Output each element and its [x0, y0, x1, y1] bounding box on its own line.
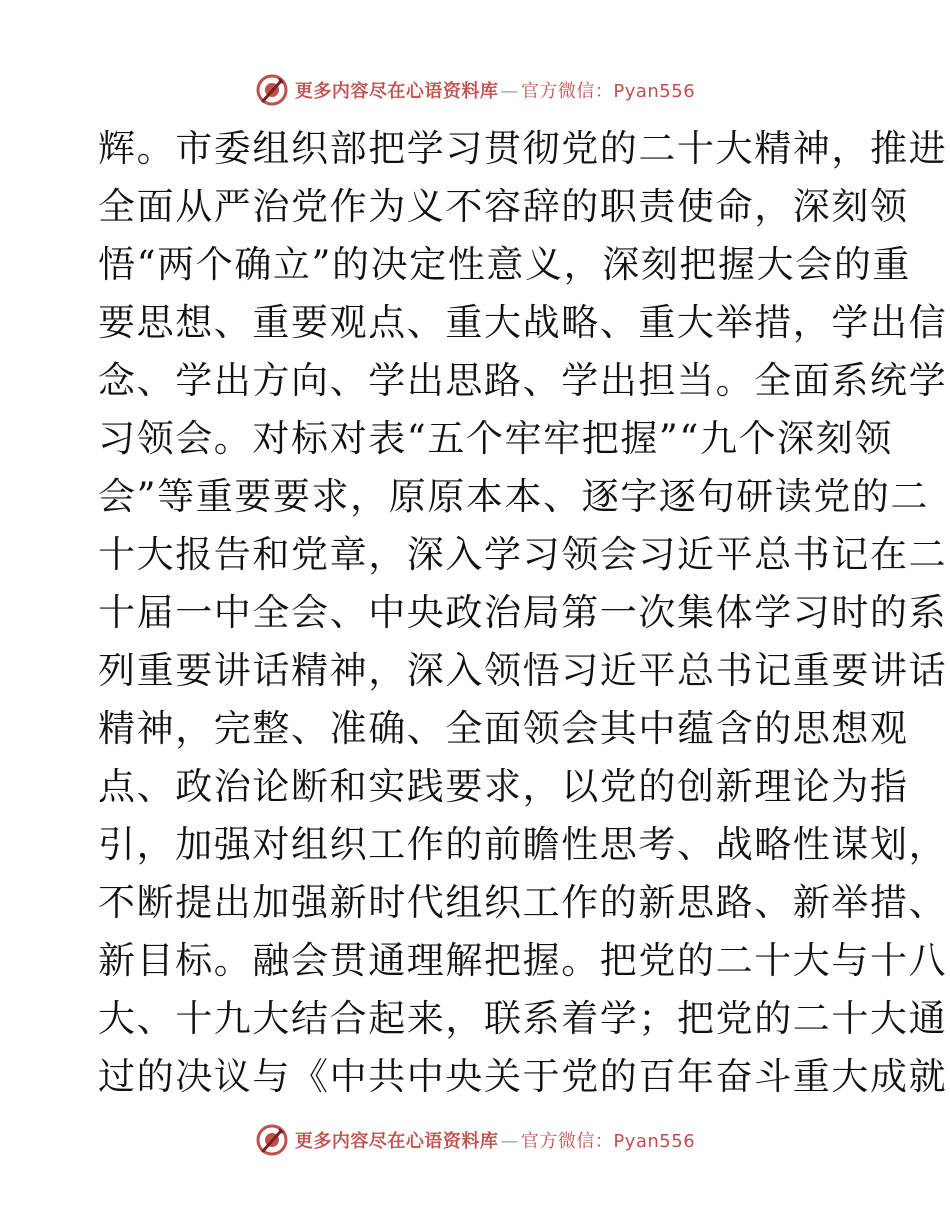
text-line: 要思想、重要观点、重大战略、重大举措，学出信 [98, 301, 948, 344]
text-line: 辉。市委组织部把学习贯彻党的二十大精神，推进 [98, 127, 948, 170]
document-body [98, 120, 948, 1106]
text-line: 悟“两个确立”的决定性意义，深刻把握大会的重 [98, 243, 912, 286]
text-line: 引，加强对组织工作的前瞻性思考、战略性谋划， [98, 823, 948, 866]
text-line: 点、政治论断和实践要求，以党的创新理论为指 [98, 765, 909, 808]
text-line: 会”等重要要求，原原本本、逐字逐句研读党的二 [98, 475, 930, 518]
watermark-separator: — [500, 81, 519, 102]
watermark-wechat: 官方微信：Pyan556 [520, 81, 696, 102]
text-line: 十届一中全会、中央政治局第一次集体学习时的系 [98, 591, 948, 634]
watermark-text [295, 77, 695, 103]
watermark-separator: — [500, 1131, 519, 1152]
watermark-text [295, 1127, 695, 1153]
header-watermark [0, 70, 950, 110]
pen-logo-icon [255, 1123, 289, 1157]
text-line: 全面从严治党作为义不容辞的职责使命，深刻领 [98, 185, 909, 228]
text-line: 大、十九大结合起来，联系着学；把党的二十大通 [98, 997, 948, 1040]
pen-logo-icon [255, 73, 289, 107]
text-line: 不断提出加强新时代组织工作的新思路、新举措、 [98, 881, 948, 924]
watermark-brand: 更多内容尽在心语资料库 [294, 81, 499, 102]
text-line: 过的决议与《中共中央关于党的百年奋斗重大成就 [98, 1055, 948, 1098]
text-line: 念、学出方向、学出思路、学出担当。全面系统学 [98, 359, 948, 402]
text-line: 精神，完整、准确、全面领会其中蕴含的思想观 [98, 707, 909, 750]
text-line: 十大报告和党章，深入学习领会习近平总书记在二 [98, 533, 948, 576]
text-line: 新目标。融会贯通理解把握。把党的二十大与十八 [98, 939, 948, 982]
text-line: 列重要讲话精神，深入领悟习近平总书记重要讲话 [98, 649, 948, 692]
watermark-brand: 更多内容尽在心语资料库 [294, 1131, 499, 1152]
footer-watermark [0, 1120, 950, 1160]
watermark-wechat: 官方微信：Pyan556 [520, 1131, 696, 1152]
text-line: 习领会。对标对表“五个牢牢把握”“九个深刻领 [98, 417, 893, 460]
